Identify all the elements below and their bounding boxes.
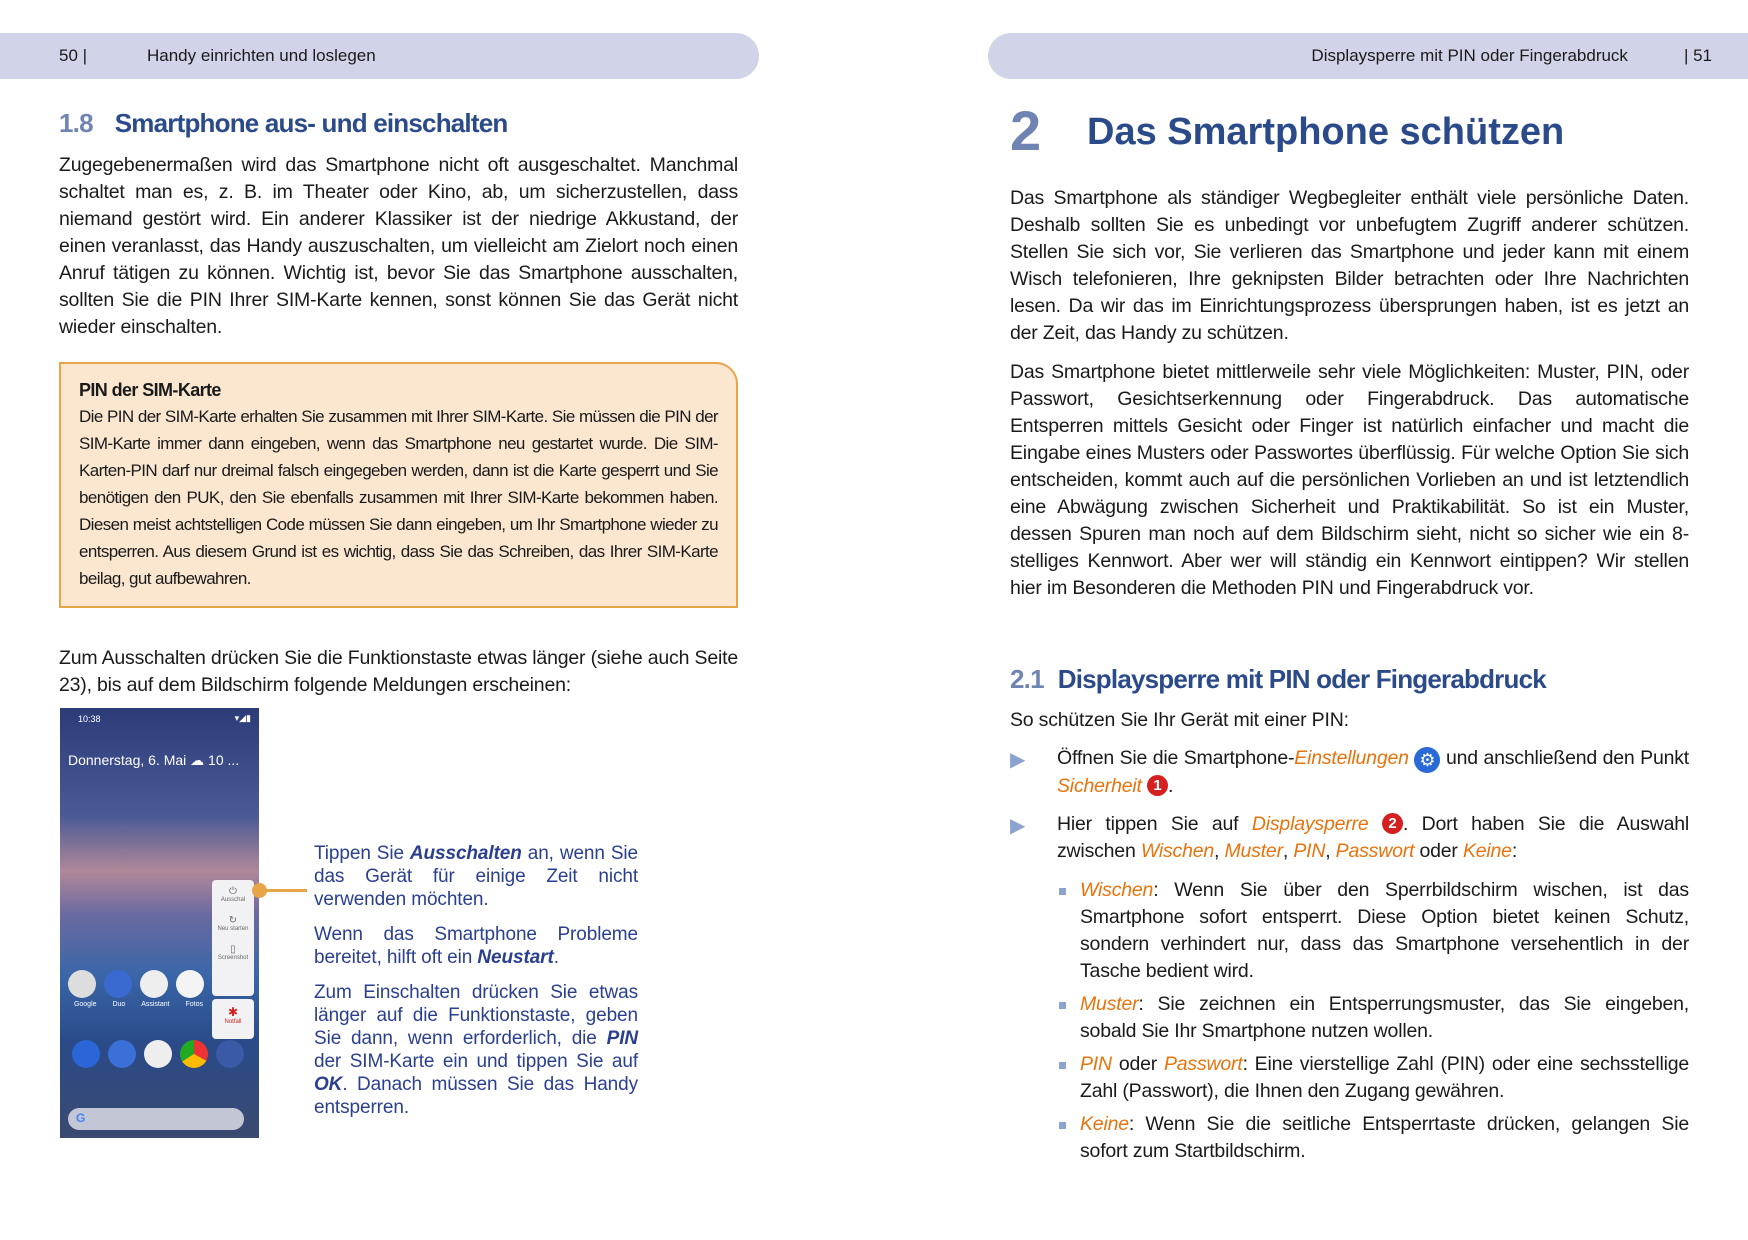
- app-label: Assistant: [141, 1001, 170, 1008]
- screenshot-icon: ▯: [230, 944, 236, 955]
- emergency-icon: ✱: [227, 1005, 239, 1019]
- bullet-icon: [1059, 1002, 1066, 1009]
- phone-screenshot: [60, 708, 259, 1138]
- menu-screenshot[interactable]: Screenshot: [217, 955, 249, 961]
- app-assistant[interactable]: [140, 970, 168, 998]
- messages-app-icon[interactable]: [108, 1040, 136, 1068]
- menu-emergency[interactable]: Notfall: [224, 1019, 242, 1025]
- callout-power-off: Tippen Sie Ausschalten an, wenn Sie das Gerät für einige Zeit nicht verwenden möchten.: [314, 843, 638, 910]
- restart-icon: ↻: [228, 915, 238, 926]
- phone-app-icon[interactable]: [72, 1040, 100, 1068]
- info-box-title: PIN der SIM-Karte: [79, 380, 221, 400]
- settings-gear-icon: ⚙: [1414, 747, 1440, 773]
- section-number: 2.1: [1010, 664, 1044, 694]
- chrome-icon[interactable]: [180, 1040, 208, 1068]
- running-head: Handy einrichten und loslegen: [147, 46, 376, 65]
- chapter-paragraph-2: Das Smartphone bietet mittlerweile sehr viele Möglichkeiten: Muster, PIN, oder Passwort, Gesichtserkennung oder Fingerabdruck. Das automatische Entsperren mittels Gesicht oder Finger ist natürlich einfacher und macht die Eingabe eines Musters oder Passwortes überflüssig. Für welche Option Sie sich entscheiden, kommt auch auf die persönlichen Vorlieben an und ist letztendlich eine Abwägung zwischen Sicherheit und Praktikabilität. So ist ein Muster, dessen Spuren man noch auf dem Bildschirm sieht, nicht so sicher wie ein 8-stelliges Kennwort. Aber wer will ständig ein Kennwort eintippen? Wir stellen hier im Besonderen die Methoden PIN und Fingerabdruck vor.: [1010, 361, 1689, 599]
- info-box: [59, 362, 738, 608]
- running-head: Displaysperre mit PIN oder Fingerabdruck: [1311, 46, 1628, 65]
- callout-power-on: Zum Einschalten drücken Sie etwas länger auf die Funktionstaste, geben Sie dann, wenn erforderlich, die PIN der SIM-Karte ein und tippen Sie auf OK. Danach müssen Sie das Handy entsperren.: [314, 982, 638, 1118]
- running-header-left: [0, 33, 759, 79]
- page-number: | 51: [1683, 46, 1712, 65]
- app-google[interactable]: [68, 970, 96, 998]
- callout-marker-1: 1: [1147, 775, 1168, 796]
- option-pattern: Muster: Sie zeichnen ein Entsperrungsmuster, das Sie eingeben, sobald Sie Ihr Smartphone nutzen wollen.: [1080, 993, 1689, 1042]
- option-pin-password: PIN oder Passwort: Eine vierstellige Zahl (PIN) oder eine sechsstellige Zahl (Passwort), die Ihnen den Zugang gewähren.: [1080, 1053, 1690, 1102]
- app-label: Google: [73, 1001, 97, 1008]
- bullet-icon: [1059, 1062, 1066, 1069]
- callout-marker-2: 2: [1382, 813, 1403, 834]
- bullet-icon: [1059, 888, 1066, 895]
- chapter-number: 2: [1010, 99, 1042, 162]
- option-swipe: Wischen: Wenn Sie über den Sperrbildschirm wischen, ist das Smartphone sofort entsperrt. Diese Option bietet keinen Schutz, sondern verhindert nur, dass das Smartphone versehentlich in der Tasche bedient wird.: [1080, 879, 1689, 982]
- running-header-right: [988, 33, 1748, 79]
- app-labels: [66, 1001, 211, 1008]
- step-arrow-icon: ▶: [1010, 749, 1026, 771]
- section-number: 1.8: [59, 108, 93, 138]
- lead-text: So schützen Sie Ihr Gerät mit einer PIN:: [1010, 709, 1349, 731]
- section-heading: [1010, 664, 1546, 695]
- step-1: Öffnen Sie die Smartphone-Einstellungen ⚙ und anschließend den Punkt Sicherheit 1 .: [1057, 747, 1690, 797]
- step-2: Hier tippen Sie auf Displaysperre 2 . Dort haben Sie die Auswahl zwischen Wischen, Muster, PIN, Passwort oder Keine:: [1057, 813, 1689, 862]
- camera-icon[interactable]: [216, 1040, 244, 1068]
- phone-date: Donnerstag, 6. Mai ☁ 10 ...: [68, 752, 240, 768]
- bullet-icon: [1059, 1122, 1066, 1129]
- play-store-icon[interactable]: [144, 1040, 172, 1068]
- intro-paragraph: Zugegebenermaßen wird das Smartphone nicht oft ausgeschaltet. Manchmal schaltet man es, z. B. im Theater oder Kino, ab, um sicherzustellen, dass niemand gestört wird. Ein anderer Klassiker ist der niedrige Akkustand, der einen veranlasst, das Handy auszuschalten, um vielleicht am Zielort noch einen Anruf tätigen zu können. Wichtig ist, bevor Sie das Smartphone ausschalten, sollten Sie die PIN Ihrer SIM-Karte kennen, sonst können Sie das Gerät nicht wieder einschalten.: [59, 154, 738, 338]
- app-label: Fotos: [185, 1001, 204, 1008]
- chapter-paragraph-1: Das Smartphone als ständiger Wegbegleiter enthält viele persönliche Daten. Deshalb sollten Sie es unbedingt vor unbefugtem Zugriff anderer schützen. Stellen Sie sich vor, Sie verlieren das Smartphone und jeder kann mit einem Wisch telefonieren, Ihre geknipsten Bilder betrachten oder Ihre Nachrichten lesen. Da wir das im Einrichtungsprozess übersprungen haben, ist es jetzt an der Zeit, das Handy zu schützen.: [1010, 187, 1689, 344]
- callout-restart: Wenn das Smartphone Probleme bereitet, hilft oft ein Neustart.: [314, 924, 638, 968]
- power-menu: [212, 880, 254, 1039]
- chapter-title: Das Smartphone schützen: [1087, 111, 1565, 153]
- shutdown-paragraph: Zum Ausschalten drücken Sie die Funktionstaste etwas länger (siehe auch Seite 23), bis auf dem Bildschirm folgende Meldungen erscheinen:: [59, 647, 738, 696]
- info-box-text: Die PIN der SIM-Karte erhalten Sie zusammen mit Ihrer SIM-Karte. Sie müssen die PIN der SIM-Karte immer dann eingeben, wenn das Smartphone neu gestartet wurde. Die SIM-Karten-PIN darf nur dreimal falsch eingegeben werden, dann ist die Karte gesperrt und Sie benötigen den PUK, den Sie ebenfalls zusammen mit Ihrer SIM-Karte bekommen haben. Diesen meist achtstelligen Code müssen Sie dann eingeben, um Ihr Smartphone wieder zu entsperren. Aus diesem Grund ist es wichtig, dass Sie das Schreiben, das Ihrer SIM-Karte beilag, gut aufbewahren.: [79, 407, 718, 588]
- power-icon: ⏻: [229, 886, 237, 897]
- page-number: 50 |: [59, 46, 88, 65]
- section-title: Displaysperre mit PIN oder Fingerabdruck: [1057, 664, 1546, 694]
- callout-dot: [252, 883, 267, 898]
- app-label: Duo: [112, 1001, 126, 1008]
- section-heading: [59, 108, 507, 139]
- app-photos[interactable]: [176, 970, 204, 998]
- menu-restart[interactable]: Neu starten: [217, 926, 249, 932]
- callout-text: [314, 842, 638, 1131]
- google-search-bar[interactable]: G: [68, 1108, 244, 1130]
- section-title: Smartphone aus- und einschalten: [114, 108, 508, 138]
- status-icons: ▾◢▮: [234, 713, 251, 723]
- phone-time: 10:38: [78, 714, 101, 724]
- option-none: Keine: Wenn Sie die seitliche Entsperrtaste drücken, gelangen Sie sofort zum Startbildschirm.: [1080, 1113, 1689, 1162]
- menu-power-off[interactable]: Ausschal: [220, 897, 246, 903]
- step-arrow-icon: ▶: [1010, 815, 1026, 837]
- app-duo[interactable]: [104, 970, 132, 998]
